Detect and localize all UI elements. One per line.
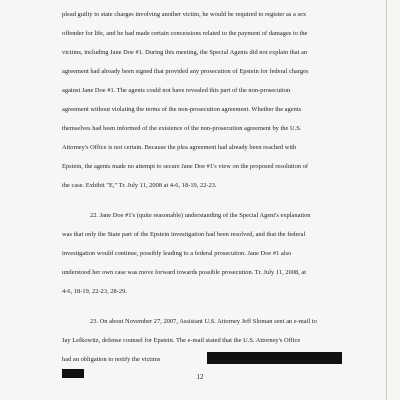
body-line: victims, including Jane Doe #1. During this meeting, the Special Agents did not explain that an <box>62 49 308 56</box>
body-line: the case. Exhibit "E," Tr. July 11, 2008 at 4-6, 18-19, 22-23. <box>62 182 217 189</box>
body-line: Jay Lefkowitz, defense counsel for Epstein. The e-mail stated that the U.S. Attorney's Office <box>62 337 301 344</box>
body-line: Attorney's Office is not certain. Because the plea agreement had already been reached with <box>62 144 297 151</box>
paragraph-22-first-line: 22. Jane Doe #1's (quite reasonable) understanding of the Special Agent's explanation <box>90 212 311 219</box>
paragraph-23-first-line: 23. On about November 27, 2007, Assistant U.S. Attorney Jeff Sloman sent an e-mail to <box>90 318 317 325</box>
body-line: against Jane Doe #1. The agents could not have revealed this part of the non-prosecution <box>62 87 291 94</box>
body-line: Epstein, the agents made no attempt to secure Jane Doe #1's view on the proposed resolution of <box>62 163 308 170</box>
redaction-block <box>207 352 342 364</box>
page-number: 12 <box>196 373 204 381</box>
page-edge <box>386 0 387 400</box>
body-line: investigation would continue, possibly leading to a federal prosecution. Jane Doe #1 also <box>62 250 292 257</box>
body-line: agreement without violating the terms of the non-prosecution agreement. Whether the agents <box>62 106 302 113</box>
body-line: themselves had been informed of the existence of the non-prosecution agreement by the U.S. <box>62 125 302 132</box>
body-line: understood her own case was move forward towards possible prosecution. Tr. July 11, 2008, at <box>62 269 307 276</box>
body-line: was that only the State part of the Epstein investigation had been resolved, and that the federal <box>62 231 306 238</box>
body-line: had an obligation to notify the victims <box>62 356 161 363</box>
body-line: plead guilty to state charges involving another victim, he would be required to register as a sex <box>62 11 307 18</box>
body-line: agreement had already been signed that provided any prosecution of Epstein for federal charges <box>62 68 309 75</box>
body-line: 4-6, 18-19, 22-23, 28-29. <box>62 288 127 295</box>
body-line: offender for life, and he had made certain concessions related to the payment of damages to the <box>62 30 308 37</box>
